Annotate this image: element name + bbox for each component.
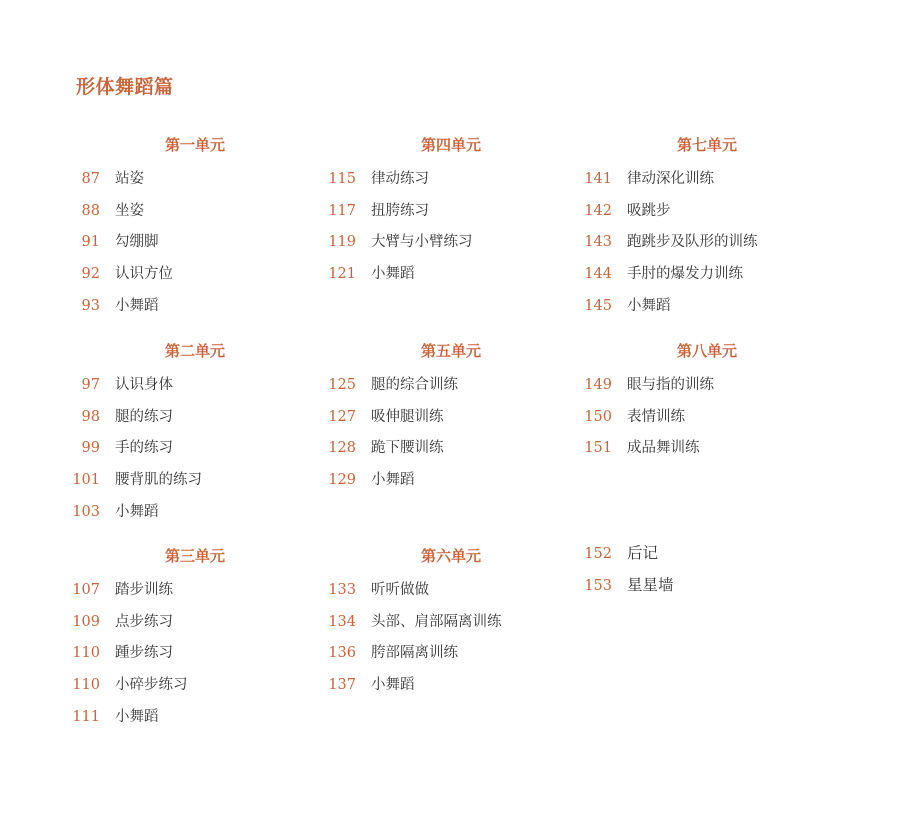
entry-title: 认识方位 [115, 266, 173, 283]
toc-entry[interactable] [582, 402, 714, 434]
unit-entries [70, 370, 202, 528]
toc-entry-star-wall[interactable] [582, 570, 674, 602]
entry-title: 小舞蹈 [371, 266, 415, 283]
entry-title: 小碎步练习 [115, 677, 188, 694]
entry-title: 小舞蹈 [627, 297, 671, 314]
page-number: 109 [72, 613, 100, 630]
entry-title: 勾绷脚 [115, 234, 159, 251]
toc-entry[interactable] [70, 670, 188, 702]
toc-entry[interactable] [326, 259, 473, 291]
entry-title: 小舞蹈 [115, 708, 159, 725]
page-number: 141 [584, 171, 612, 187]
entry-title: 踏步训练 [115, 582, 173, 598]
entry-title: 扭胯练习 [371, 202, 429, 219]
toc-entry[interactable] [326, 227, 473, 259]
entry-title: 吸跳步 [627, 202, 671, 219]
page-number: 121 [328, 266, 356, 283]
entry-title: 小舞蹈 [371, 472, 415, 489]
page-number: 143 [584, 234, 612, 251]
toc-entry[interactable] [326, 370, 458, 402]
entry-title: 点步练习 [115, 613, 173, 630]
page-number: 103 [72, 503, 100, 520]
toc-entry[interactable] [582, 433, 714, 465]
page-title: 形体舞蹈篇 [76, 76, 174, 98]
unit-entries [70, 575, 188, 733]
toc-entry[interactable] [326, 164, 473, 196]
toc-entry[interactable] [582, 370, 714, 402]
toc-entry[interactable] [70, 702, 188, 734]
entry-title: 眼与指的训练 [627, 377, 714, 393]
toc-entry[interactable] [70, 196, 173, 228]
page-number: 99 [81, 440, 100, 457]
page-number: 111 [72, 708, 100, 725]
page-number: 151 [584, 440, 612, 457]
unit-title: 第八单元 [676, 342, 737, 360]
entry-title: 坐姿 [115, 202, 144, 219]
page-number: 137 [328, 677, 356, 694]
page-number: 125 [328, 377, 356, 393]
unit-title: 第五单元 [420, 342, 481, 360]
page-number: 150 [584, 408, 612, 425]
unit-title: 第三单元 [164, 547, 225, 565]
toc-entry[interactable] [326, 607, 502, 639]
toc-entry[interactable] [326, 670, 502, 702]
page-number: 149 [584, 377, 612, 393]
toc-entry[interactable] [70, 433, 202, 465]
page-number: 88 [81, 202, 100, 219]
page-number: 145 [584, 297, 612, 314]
page-number: 115 [328, 171, 356, 187]
page-number: 97 [81, 377, 100, 393]
entry-title: 表情训练 [627, 408, 685, 425]
entry-title: 律动练习 [371, 171, 429, 187]
unit-entries [326, 164, 473, 291]
toc-entry[interactable] [582, 291, 758, 323]
entry-title: 后记 [627, 544, 659, 562]
unit-title: 第六单元 [420, 547, 481, 565]
page-number: 142 [584, 202, 612, 219]
entry-title: 认识身体 [115, 377, 173, 393]
unit-title: 第七单元 [676, 136, 737, 154]
entry-title: 腰背肌的练习 [115, 472, 202, 489]
toc-entry[interactable] [582, 259, 758, 291]
page-number: 133 [328, 582, 356, 598]
toc-entry[interactable] [326, 402, 458, 434]
toc-entry[interactable] [326, 638, 502, 670]
unit-title: 第四单元 [420, 136, 481, 154]
entry-title: 小舞蹈 [371, 677, 415, 694]
page-number: 93 [81, 297, 100, 314]
unit-entries [326, 370, 458, 497]
toc-entry[interactable] [70, 575, 188, 607]
toc-entry-afterword[interactable] [582, 538, 674, 570]
entry-title: 站姿 [115, 171, 144, 187]
toc-entry[interactable] [70, 227, 173, 259]
entry-title: 手的练习 [115, 440, 173, 457]
toc-entry[interactable] [70, 638, 188, 670]
entry-title: 腿的综合训练 [371, 377, 458, 393]
page-number: 152 [584, 546, 612, 562]
unit-title: 第一单元 [164, 136, 225, 154]
entry-title: 成品舞训练 [627, 440, 700, 457]
page-number: 107 [72, 582, 100, 598]
unit-entries [582, 164, 758, 322]
page-number: 110 [72, 677, 100, 694]
toc-entry[interactable] [70, 164, 173, 196]
toc-entry[interactable] [70, 607, 188, 639]
toc-entry[interactable] [70, 402, 202, 434]
page-number: 153 [584, 577, 612, 594]
page-number: 128 [328, 440, 356, 457]
entry-title: 踵步练习 [115, 645, 173, 662]
toc-entry[interactable] [582, 164, 758, 196]
page-number: 119 [328, 234, 356, 251]
entry-title: 手肘的爆发力训练 [627, 266, 743, 283]
entry-title: 听听做做 [371, 582, 429, 598]
backmatter-entries [582, 538, 674, 601]
entry-title: 腿的练习 [115, 408, 173, 425]
entry-title: 小舞蹈 [115, 297, 159, 314]
entry-title: 律动深化训练 [627, 171, 714, 187]
toc-entry[interactable] [326, 433, 458, 465]
toc-entry[interactable] [70, 259, 173, 291]
unit-entries [582, 370, 714, 465]
toc-entry[interactable] [582, 196, 758, 228]
page-number: 144 [584, 266, 612, 283]
entry-title: 大臂与小臂练习 [371, 234, 473, 251]
entry-title: 跪下腰训练 [371, 440, 444, 457]
entry-title: 吸伸腿训练 [371, 408, 444, 425]
entry-title: 小舞蹈 [115, 503, 159, 520]
unit-entries [326, 575, 502, 702]
page-number: 91 [81, 234, 100, 251]
toc-entry[interactable] [70, 370, 202, 402]
page-number: 87 [81, 171, 100, 187]
entry-title: 星星墙 [627, 575, 674, 594]
toc-entry[interactable] [582, 227, 758, 259]
entry-title: 跑跳步及队形的训练 [627, 234, 758, 251]
page-number: 92 [81, 266, 100, 283]
toc-entry[interactable] [326, 575, 502, 607]
toc-entry[interactable] [70, 497, 202, 529]
page-number: 110 [72, 645, 100, 662]
page-number: 101 [72, 472, 100, 489]
toc-entry[interactable] [70, 291, 173, 323]
page-number: 129 [328, 472, 356, 489]
toc-entry[interactable] [326, 465, 458, 497]
toc-entry[interactable] [70, 465, 202, 497]
entry-title: 胯部隔离训练 [371, 645, 458, 662]
page-number: 134 [328, 613, 356, 630]
page-number: 98 [81, 408, 100, 425]
page-number: 127 [328, 408, 356, 425]
page-number: 117 [328, 202, 356, 219]
unit-title: 第二单元 [164, 342, 225, 360]
entry-title: 头部、肩部隔离训练 [371, 613, 502, 630]
unit-entries [70, 164, 173, 322]
toc-entry[interactable] [326, 196, 473, 228]
page-number: 136 [328, 645, 356, 662]
